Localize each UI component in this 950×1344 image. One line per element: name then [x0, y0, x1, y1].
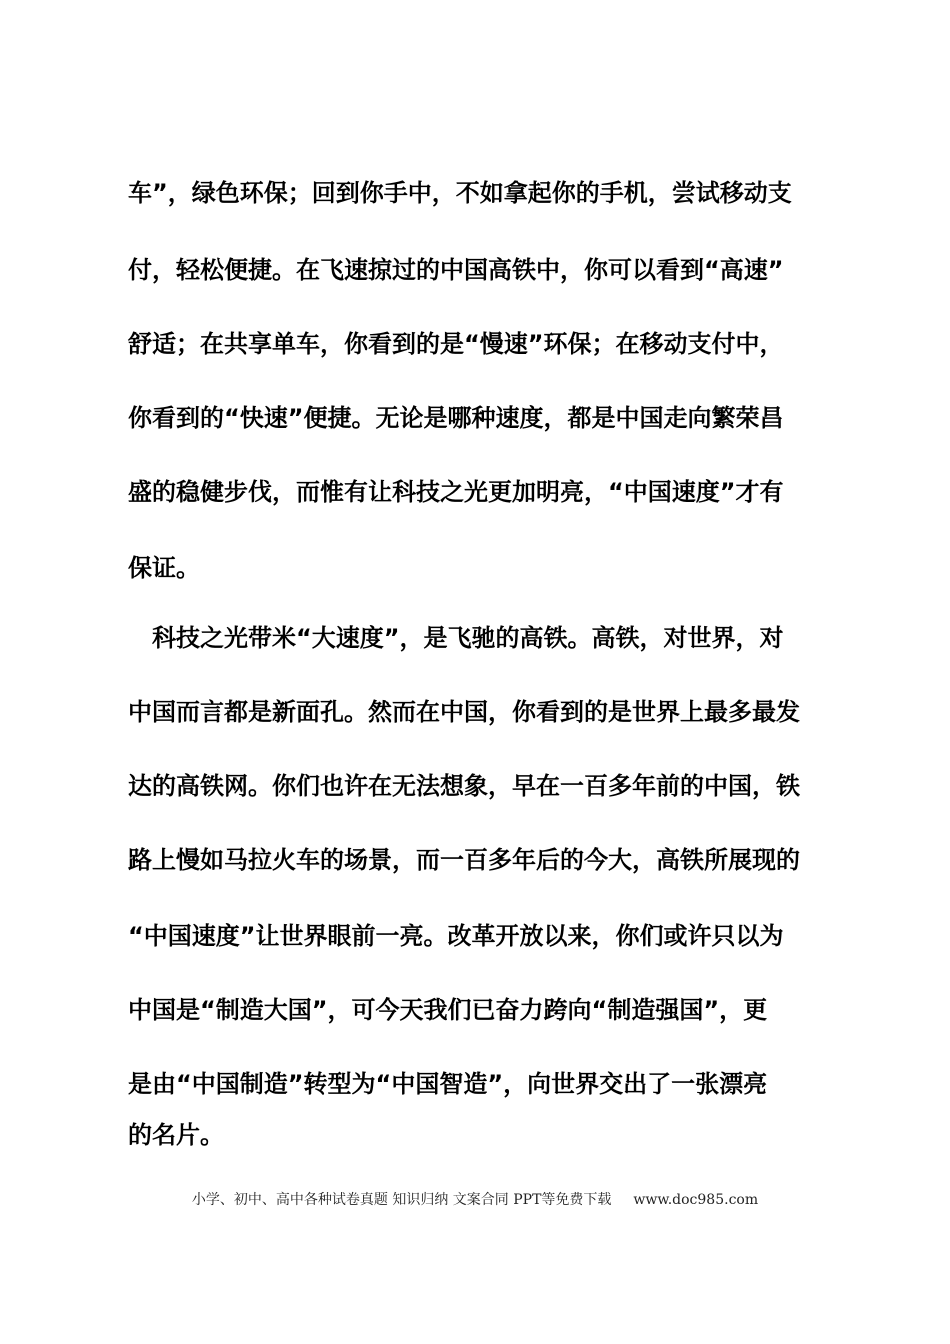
- body-text-line: 中国是“制造大国”，可今天我们已奋力跨向“制造强国”，更: [128, 996, 768, 1024]
- footer-text: 小学、初中、高中各种试卷真题 知识归纳 文案合同 PPT等免费下载: [191, 1192, 612, 1208]
- body-text-line: 路上慢如马拉火车的场景，而一百多年后的今大，高铁所展现的: [128, 846, 800, 874]
- body-text-line: 车”，绿色环保；回到你手中，不如拿起你的手机，尝试移动支: [128, 179, 792, 207]
- body-text-line: 你看到的“快速”便捷。无论是哪种速度，都是中国走向繁荣昌: [128, 404, 784, 432]
- body-text-line: 舒适；在共享单车，你看到的是“慢速”环保；在移动支付中，: [128, 330, 784, 358]
- body-text-line: “中国速度”让世界眼前一亮。改革开放以来，你们或许只以为: [128, 922, 784, 950]
- footer-url-link[interactable]: www.doc985.com: [633, 1192, 759, 1208]
- body-text-line: 付，轻松便捷。在飞速掠过的中国高铁中，你可以看到“高速”: [128, 256, 784, 284]
- body-text-line: 保证。: [128, 554, 200, 582]
- body-text-line: 是由“中国制造”转型为“中国智造”，向世界交出了一张漂亮: [128, 1070, 768, 1098]
- body-text-line: 的名片。: [128, 1121, 224, 1149]
- body-text-line: 中国而言都是新面孔。然而在中国，你看到的是世界上最多最发: [128, 698, 800, 726]
- body-text-line: 科技之光带米“大速度”，是飞驰的高铁。高铁，对世界，对: [128, 624, 784, 652]
- body-text-line: 盛的稳健步伐，而惟有让科技之光更加明亮，“中国速度”才有: [128, 478, 784, 506]
- body-text-line: 达的高铁网。你们也许在无法想象，早在一百多年前的中国，铁: [128, 772, 800, 800]
- page-footer: [0, 1188, 950, 1212]
